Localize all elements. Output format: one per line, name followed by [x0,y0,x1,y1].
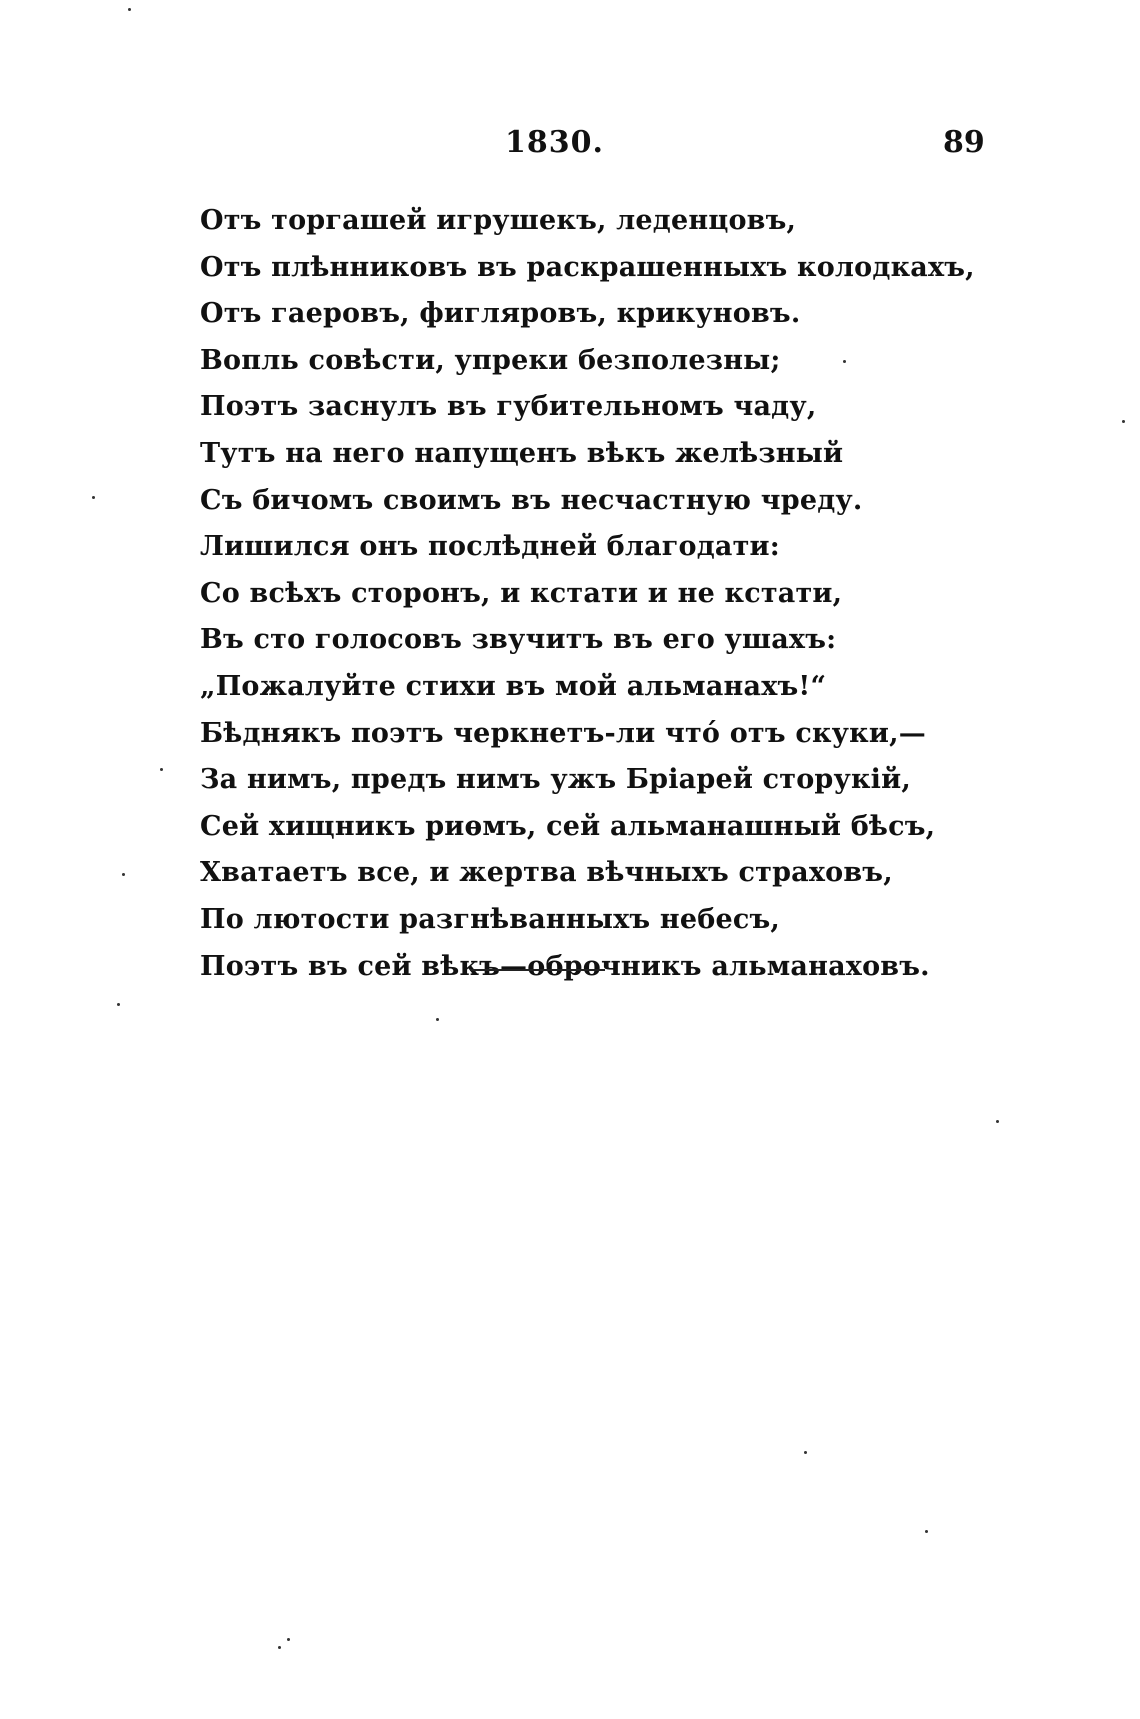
scan-speck [122,873,125,876]
poem-line: Отъ торгашей игрушекъ, леденцовъ, [200,205,797,236]
poem-line: Поэтъ заснулъ въ губительномъ чаду, [200,391,817,423]
scan-speck [843,360,846,363]
poem-line: Поэтъ въ сей вѣкъ—оброчникъ альманаховъ. [200,950,930,982]
scan-speck [128,8,131,11]
poem-line: Бѣднякъ поэтъ черкнетъ-ли что́ отъ скуки,— [200,717,926,749]
poem-line: Въ сто голосовъ звучитъ въ его ушахъ: [200,624,837,656]
poem-line: Вопль совѣсти, упреки безполезны; [200,344,781,376]
scan-speck [804,1451,807,1454]
scan-speck [925,1530,928,1533]
running-head-year: 1830. [505,125,604,160]
poem-line: Со всѣхъ сторонъ, и кстати и не кстати, [200,577,843,609]
poem-line: „Пожалуйте стихи въ мой альманахъ!“ [200,670,827,702]
poem-line: Отъ гаеровъ, фигляровъ, крикуновъ. [200,298,801,330]
page-number: 89 [943,125,985,160]
poem-stanza [200,198,975,990]
scan-speck [1122,420,1125,423]
poem-line: Сей хищникъ риѳмъ, сей альманашный бѣсъ, [200,810,936,842]
scan-speck [436,1018,439,1021]
end-divider-rule [470,969,605,971]
poem-line: По лютости разгнѣванныхъ небесъ, [200,903,780,935]
scan-speck [160,768,163,771]
scan-speck [287,1638,290,1641]
scan-speck [92,496,95,499]
scan-speck [996,1120,999,1123]
poem-line: Отъ плѣнниковъ въ раскрашенныхъ колодкахъ, [200,251,975,283]
poem-line: За нимъ, предъ нимъ ужъ Бріарей сторукій, [200,764,911,796]
scan-speck [117,1003,120,1006]
poem-line: Съ бичомъ своимъ въ несчастную чреду. [200,484,863,516]
poem-line: Тутъ на него напущенъ вѣкъ желѣзный [200,437,844,469]
scan-speck [278,1646,281,1649]
poem-line: Хватаетъ все, и жертва вѣчныхъ страховъ, [200,857,893,889]
poem-line: Лишился онъ послѣдней благодати: [200,531,780,563]
